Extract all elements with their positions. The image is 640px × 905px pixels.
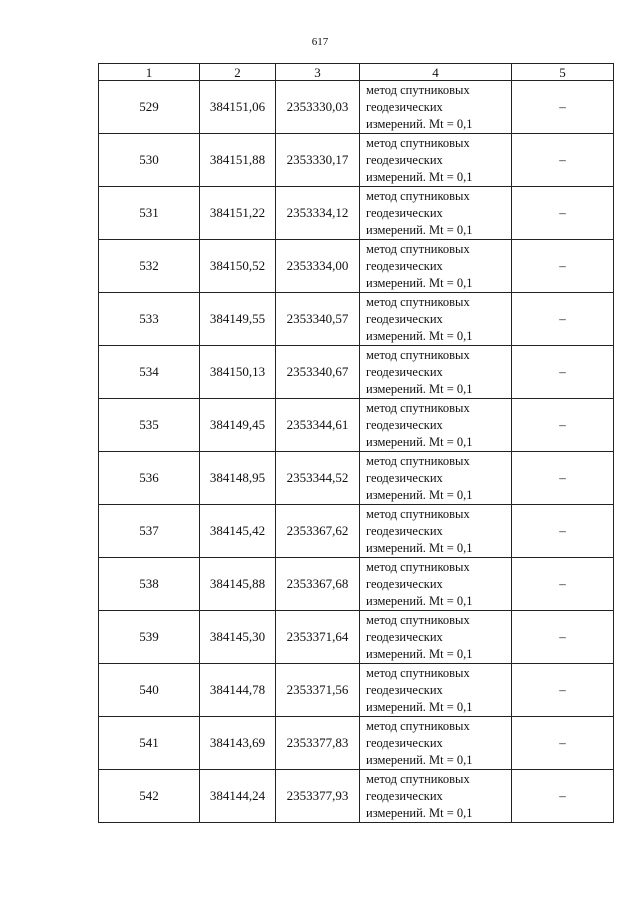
method-cell [360, 717, 512, 770]
note-cell: – [512, 346, 614, 399]
y-coordinate-cell: 2353330,03 [276, 81, 360, 134]
method-line: геодезических [366, 470, 443, 485]
method-cell [360, 187, 512, 240]
method-line: метод спутниковых [366, 241, 470, 256]
y-coordinate-cell: 2353340,57 [276, 293, 360, 346]
note-cell: – [512, 293, 614, 346]
table-body [99, 81, 614, 823]
method-cell [360, 505, 512, 558]
note-cell: – [512, 664, 614, 717]
method-line: измерений. Mt = 0,1 [366, 116, 473, 131]
column-header-1: 1 [99, 64, 200, 81]
table-row [99, 717, 614, 770]
method-cell [360, 399, 512, 452]
point-number-cell: 542 [99, 770, 200, 823]
y-coordinate-cell: 2353344,61 [276, 399, 360, 452]
note-cell: – [512, 452, 614, 505]
note-cell: – [512, 770, 614, 823]
x-coordinate-cell: 384151,88 [200, 134, 276, 187]
method-line: метод спутниковых [366, 718, 470, 733]
method-line: геодезических [366, 152, 443, 167]
table-row [99, 558, 614, 611]
x-coordinate-cell: 384145,88 [200, 558, 276, 611]
method-cell [360, 346, 512, 399]
table-header [99, 64, 614, 81]
method-line: измерений. Mt = 0,1 [366, 487, 473, 502]
method-cell [360, 611, 512, 664]
method-line: измерений. Mt = 0,1 [366, 328, 473, 343]
x-coordinate-cell: 384149,55 [200, 293, 276, 346]
x-coordinate-cell: 384145,30 [200, 611, 276, 664]
table-row [99, 770, 614, 823]
point-number-cell: 529 [99, 81, 200, 134]
method-line: геодезических [366, 629, 443, 644]
method-cell [360, 664, 512, 717]
table-row [99, 505, 614, 558]
method-line: метод спутниковых [366, 453, 470, 468]
table-row [99, 452, 614, 505]
note-cell: – [512, 399, 614, 452]
method-line: измерений. Mt = 0,1 [366, 434, 473, 449]
point-number-cell: 536 [99, 452, 200, 505]
column-header-3: 3 [276, 64, 360, 81]
x-coordinate-cell: 384143,69 [200, 717, 276, 770]
table-row [99, 81, 614, 134]
method-cell [360, 558, 512, 611]
method-line: измерений. Mt = 0,1 [366, 646, 473, 661]
point-number-cell: 535 [99, 399, 200, 452]
point-number-cell: 530 [99, 134, 200, 187]
method-line: метод спутниковых [366, 135, 470, 150]
y-coordinate-cell: 2353334,00 [276, 240, 360, 293]
note-cell: – [512, 240, 614, 293]
x-coordinate-cell: 384148,95 [200, 452, 276, 505]
point-number-cell: 540 [99, 664, 200, 717]
method-line: геодезических [366, 417, 443, 432]
x-coordinate-cell: 384145,42 [200, 505, 276, 558]
y-coordinate-cell: 2353377,93 [276, 770, 360, 823]
note-cell: – [512, 505, 614, 558]
table-row [99, 187, 614, 240]
method-line: измерений. Mt = 0,1 [366, 222, 473, 237]
method-line: геодезических [366, 311, 443, 326]
table-row [99, 240, 614, 293]
method-line: геодезических [366, 788, 443, 803]
point-number-cell: 539 [99, 611, 200, 664]
method-line: измерений. Mt = 0,1 [366, 540, 473, 555]
method-line: метод спутниковых [366, 665, 470, 680]
note-cell: – [512, 81, 614, 134]
method-line: метод спутниковых [366, 506, 470, 521]
method-line: измерений. Mt = 0,1 [366, 699, 473, 714]
method-line: метод спутниковых [366, 612, 470, 627]
x-coordinate-cell: 384151,22 [200, 187, 276, 240]
table-row [99, 293, 614, 346]
method-line: геодезических [366, 364, 443, 379]
method-line: измерений. Mt = 0,1 [366, 752, 473, 767]
method-cell [360, 770, 512, 823]
point-number-cell: 538 [99, 558, 200, 611]
column-header-4: 4 [360, 64, 512, 81]
method-line: геодезических [366, 99, 443, 114]
x-coordinate-cell: 384149,45 [200, 399, 276, 452]
y-coordinate-cell: 2353367,62 [276, 505, 360, 558]
y-coordinate-cell: 2353371,56 [276, 664, 360, 717]
column-header-2: 2 [200, 64, 276, 81]
note-cell: – [512, 558, 614, 611]
point-number-cell: 533 [99, 293, 200, 346]
method-cell [360, 81, 512, 134]
note-cell: – [512, 611, 614, 664]
method-line: метод спутниковых [366, 771, 470, 786]
method-line: измерений. Mt = 0,1 [366, 381, 473, 396]
x-coordinate-cell: 384144,78 [200, 664, 276, 717]
y-coordinate-cell: 2353330,17 [276, 134, 360, 187]
method-line: измерений. Mt = 0,1 [366, 275, 473, 290]
y-coordinate-cell: 2353367,68 [276, 558, 360, 611]
coordinates-table [98, 63, 614, 823]
method-cell [360, 134, 512, 187]
method-line: геодезических [366, 523, 443, 538]
y-coordinate-cell: 2353334,12 [276, 187, 360, 240]
x-coordinate-cell: 384151,06 [200, 81, 276, 134]
page-number: 617 [311, 36, 329, 48]
method-line: метод спутниковых [366, 188, 470, 203]
note-cell: – [512, 717, 614, 770]
column-header-5: 5 [512, 64, 614, 81]
note-cell: – [512, 187, 614, 240]
x-coordinate-cell: 384144,24 [200, 770, 276, 823]
table-row [99, 664, 614, 717]
method-line: метод спутниковых [366, 294, 470, 309]
method-cell [360, 293, 512, 346]
table-row [99, 346, 614, 399]
method-line: измерений. Mt = 0,1 [366, 593, 473, 608]
y-coordinate-cell: 2353344,52 [276, 452, 360, 505]
note-cell: – [512, 134, 614, 187]
x-coordinate-cell: 384150,13 [200, 346, 276, 399]
method-line: измерений. Mt = 0,1 [366, 805, 473, 820]
table-row [99, 134, 614, 187]
method-line: геодезических [366, 735, 443, 750]
y-coordinate-cell: 2353340,67 [276, 346, 360, 399]
table-row [99, 611, 614, 664]
method-cell [360, 452, 512, 505]
method-line: метод спутниковых [366, 82, 470, 97]
point-number-cell: 532 [99, 240, 200, 293]
table-row [99, 399, 614, 452]
point-number-cell: 541 [99, 717, 200, 770]
x-coordinate-cell: 384150,52 [200, 240, 276, 293]
point-number-cell: 531 [99, 187, 200, 240]
point-number-cell: 537 [99, 505, 200, 558]
method-line: измерений. Mt = 0,1 [366, 169, 473, 184]
y-coordinate-cell: 2353377,83 [276, 717, 360, 770]
method-line: метод спутниковых [366, 347, 470, 362]
method-line: геодезических [366, 682, 443, 697]
method-line: геодезических [366, 576, 443, 591]
point-number-cell: 534 [99, 346, 200, 399]
method-line: метод спутниковых [366, 400, 470, 415]
method-line: метод спутниковых [366, 559, 470, 574]
method-line: геодезических [366, 258, 443, 273]
method-line: геодезических [366, 205, 443, 220]
y-coordinate-cell: 2353371,64 [276, 611, 360, 664]
method-cell [360, 240, 512, 293]
